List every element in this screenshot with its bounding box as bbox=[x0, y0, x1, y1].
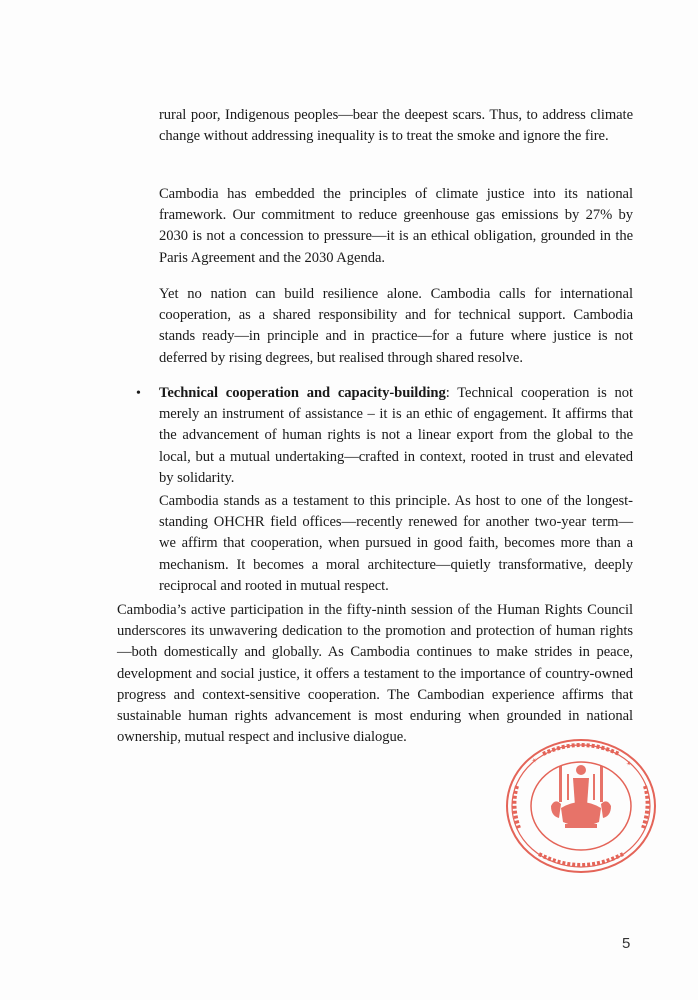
page-number: 5 bbox=[622, 935, 631, 952]
official-seal-icon bbox=[503, 736, 659, 876]
bullet-lead-heading: Technical cooperation and capacity-building bbox=[159, 385, 446, 401]
seal-emblem bbox=[551, 765, 611, 828]
svg-text:✶: ✶ bbox=[530, 755, 540, 766]
paragraph-international-cooperation: Yet no nation can build resilience alone. Cambodia calls for international cooperation, as a shared responsibility and for technical support. Cambodia stands ready—in principle and in practice—for a future where justice is not deferred by rising degrees, but realised through shared resolve. bbox=[159, 286, 633, 366]
bullet-body-text: : Technical cooperation is not merely an instrument of assistance – it is an ethic of engagement. It affirms that the advancement of human rights is not a linear export from the global to the local, but a mutual undertaking—crafted in context, rooted in trust and elevated by solidarity. bbox=[159, 385, 633, 486]
paragraph-conclusion: Cambodia’s active participation in the fifty-ninth session of the Human Rights Council underscores its unwavering dedication to the promotion and protection of human rights—both domestically and globally. As Cambodia continues to make strides in peace, development and social justice, it offers a testament to the importance of country-owned progress and context-sensitive cooperation. The Cambodian experience affirms that sustainable human rights advancement is most enduring when grounded in national ownership, mutual respect and inclusive dialogue. bbox=[117, 602, 633, 746]
paragraph-climate-justice-framework: Cambodia has embedded the principles of climate justice into its national framework. Our commitment to reduce greenhouse gas emissions by 27% by 2030 is not a concession to pressure—it is an ethical obligation, grounded in the Paris Agreement and the 2030 Agenda. bbox=[159, 186, 633, 266]
paragraph-ohchr-field-office: Cambodia stands as a testament to this principle. As host to one of the longest-standing OHCHR field offices—recently renewed for another two-year term—we affirm that cooperation, when pursued in good faith, becomes more than a mechanism. It becomes a moral architecture—quietly transformative, deeply reciprocal and rooted in mutual respect. bbox=[159, 493, 633, 594]
bullet-item-technical-cooperation bbox=[159, 383, 633, 489]
svg-text:✶: ✶ bbox=[624, 758, 634, 769]
bullet-marker: • bbox=[136, 386, 141, 401]
paragraph-climate-inequality: rural poor, Indigenous peoples—bear the deepest scars. Thus, to address climate change without addressing inequality is to treat the smoke and ignore the fire. bbox=[159, 107, 633, 145]
